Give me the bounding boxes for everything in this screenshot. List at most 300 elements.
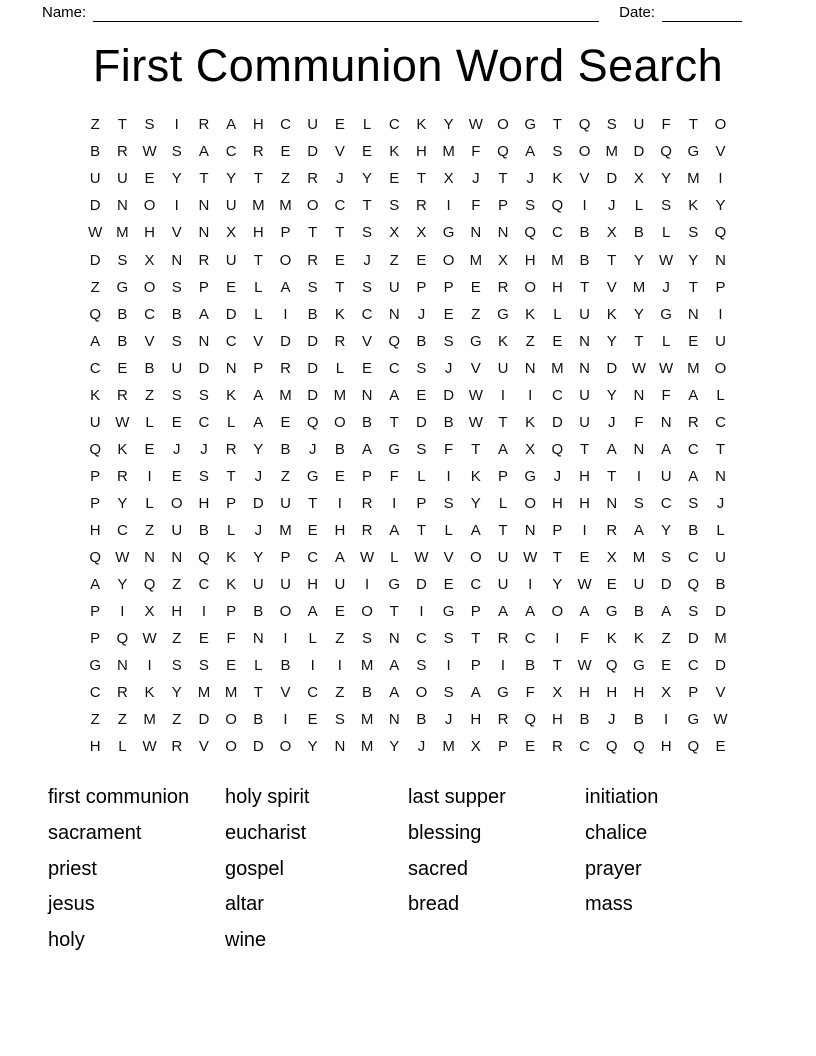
grid-letter: U [225,197,237,215]
grid-letter: J [608,711,616,729]
word-search-grid [82,111,735,760]
grid-letter: P [90,494,101,512]
grid-letter: H [416,143,427,161]
grid-letter: I [283,630,288,648]
grid-letter: U [579,305,590,323]
grid-letter: E [144,440,155,458]
grid-letter: L [254,305,263,323]
grid-row [82,571,735,598]
grid-letter: G [306,467,319,485]
grid-letter: M [279,386,292,404]
grid-letter: B [362,413,373,431]
grid-letter: L [118,738,127,756]
grid-letter: S [633,494,644,512]
grid-letter: R [116,684,128,702]
grid-letter: Q [89,549,102,567]
grid-letter: C [388,359,400,377]
grid-letter: E [171,467,182,485]
grid-letter: X [443,170,454,188]
grid-letter: L [145,494,154,512]
grid-letter: S [416,359,427,377]
grid-letter: M [469,251,483,269]
grid-letter: S [171,143,182,161]
grid-letter: N [388,305,400,323]
grid-letter: H [334,521,346,539]
grid-letter: E [443,305,454,323]
grid-letter: A [226,116,237,134]
grid-letter: B [525,657,536,675]
grid-letter: B [171,305,182,323]
grid-letter: C [687,440,699,458]
grid-letter: P [226,494,237,512]
grid-letter: E [280,413,291,431]
grid-letter: Z [389,251,399,269]
grid-letter: J [254,521,263,539]
grid-letter: I [174,197,179,215]
grid-letter: H [252,116,264,134]
grid-letter: H [198,494,210,512]
word-bank-item: blessing [408,821,482,844]
grid-letter: J [308,440,317,458]
grid-letter: E [144,170,155,188]
grid-letter: M [632,549,646,567]
grid-letter: V [579,170,590,188]
grid-letter: J [444,359,453,377]
grid-letter: I [636,467,642,485]
grid-row [82,652,735,679]
grid-letter: P [90,467,101,485]
grid-row [82,138,735,165]
grid-letter: E [198,630,209,648]
grid-row [82,517,735,544]
word-bank-item: first communion [48,786,190,809]
grid-row [82,733,735,760]
grid-letter: E [715,738,726,756]
grid-letter: Y [661,170,672,188]
grid-letter: E [117,359,128,377]
grid-letter: H [660,738,672,756]
grid-letter: S [171,386,182,404]
grid-letter: A [389,386,400,404]
grid-letter: C [361,305,373,323]
grid-letter: J [472,170,480,188]
grid-letter: R [497,630,509,648]
grid-letter: G [89,657,102,675]
grid-letter: K [606,305,617,323]
grid-letter: D [225,305,237,323]
grid-letter: T [253,170,263,188]
grid-letter: B [416,332,427,350]
grid-letter: K [688,197,699,215]
grid-letter: G [442,603,455,621]
word-bank-item: chalice [585,821,648,844]
grid-letter: P [280,549,291,567]
grid-letter: L [716,521,725,539]
grid-letter: N [497,224,509,242]
grid-letter: T [335,278,345,296]
grid-letter: W [468,413,483,431]
header-row [0,0,816,22]
grid-letter: J [553,467,562,485]
word-bank-item: jesus [48,893,95,916]
grid-letter: R [307,170,319,188]
grid-row [82,301,735,328]
grid-letter: O [415,684,428,702]
grid-letter: R [497,278,509,296]
grid-letter: Q [143,576,156,594]
page-title: First Communion Word Search [92,40,724,91]
grid-letter: H [551,278,563,296]
grid-row [82,679,735,706]
grid-letter: R [198,116,210,134]
grid-letter: R [497,711,509,729]
grid-letter: R [307,251,319,269]
grid-letter: D [416,576,427,594]
grid-letter: M [714,630,727,648]
grid-letter: O [225,738,237,756]
grid-letter: H [606,684,618,702]
grid-letter: K [226,576,237,594]
grid-letter: Z [144,521,155,539]
grid-letter: X [389,224,400,242]
grid-letter: W [659,359,674,377]
grid-letter: U [307,116,319,134]
grid-letter: N [524,521,536,539]
grid-letter: K [144,684,155,702]
grid-letter: C [116,521,128,539]
name-label: Name: [42,4,87,21]
grid-letter: E [579,549,590,567]
grid-letter: Z [172,630,182,648]
grid-letter: R [198,251,210,269]
grid-letter: U [89,413,101,431]
grid-letter: G [497,305,509,323]
grid-letter: E [334,603,345,621]
grid-letter: L [226,413,236,431]
grid-letter: Y [307,738,318,756]
grid-letter: N [660,413,672,431]
grid-letter: K [606,630,617,648]
grid-letter: X [226,224,237,242]
grid-letter: P [470,657,481,675]
grid-letter: T [362,197,372,215]
grid-letter: U [633,576,645,594]
grid-letter: F [634,413,644,431]
grid-letter: K [525,305,536,323]
word-bank-item: altar [225,893,264,916]
grid-letter: L [335,359,345,377]
grid-letter: F [471,143,481,161]
grid-letter: T [688,278,698,296]
grid-letter: X [497,251,508,269]
grid-letter: O [442,251,455,269]
grid-letter: R [252,143,264,161]
grid-letter: J [254,467,263,485]
grid-letter: O [497,116,509,134]
grid-letter: S [198,386,209,404]
grid-letter: V [280,684,291,702]
grid-letter: T [715,440,726,458]
grid-letter: C [660,494,672,512]
grid-letter: T [117,116,127,134]
grid-letter: H [633,684,645,702]
grid-letter: A [253,413,264,431]
grid-letter: W [468,116,483,134]
grid-letter: Q [605,738,618,756]
grid-letter: I [500,657,506,675]
grid-letter: B [253,603,264,621]
grid-letter: C [225,332,237,350]
grid-letter: S [198,467,209,485]
grid-letter: W [577,657,592,675]
grid-letter: D [715,657,726,675]
grid-letter: K [497,332,508,350]
grid-letter: I [201,603,207,621]
grid-letter: T [416,521,427,539]
grid-letter: M [442,143,455,161]
grid-letter: V [334,143,345,161]
grid-letter: Y [443,116,454,134]
grid-letter: B [362,684,373,702]
grid-letter: I [446,197,451,215]
grid-letter: I [364,576,370,594]
grid-letter: U [171,359,183,377]
grid-letter: I [528,386,533,404]
grid-letter: S [198,657,209,675]
grid-letter: J [417,738,426,756]
word-bank-item: holy [48,928,85,951]
grid-letter: F [444,440,454,458]
word-bank-item: initiation [585,786,659,809]
grid-letter: W [468,386,483,404]
grid-letter: H [579,684,590,702]
grid-letter: P [198,278,209,296]
grid-letter: O [524,494,537,512]
grid-letter: H [171,603,183,621]
grid-letter: D [633,143,645,161]
grid-letter: A [334,549,345,567]
grid-letter: R [361,521,373,539]
grid-letter: N [579,332,590,350]
grid-letter: P [552,521,563,539]
grid-letter: R [171,738,183,756]
grid-letter: C [416,630,427,648]
grid-letter: E [171,413,182,431]
grid-letter: I [500,386,506,404]
grid-letter: S [171,657,182,675]
grid-letter: Y [552,576,563,594]
grid-letter: U [579,413,590,431]
grid-letter: N [579,359,590,377]
grid-letter: K [334,305,345,323]
grid-row [82,111,735,138]
grid-letter: E [606,576,617,594]
grid-letter: T [552,657,562,675]
grid-letter: N [715,251,726,269]
grid-letter: G [469,332,482,350]
grid-letter: O [279,603,292,621]
word-bank-column [225,780,408,958]
grid-letter: A [389,657,400,675]
grid-letter: T [471,440,481,458]
grid-letter: B [688,521,699,539]
grid-row [82,409,735,436]
grid-letter: Y [633,305,644,323]
grid-letter: T [253,684,263,702]
grid-letter: Q [388,332,401,350]
grid-letter: U [633,116,645,134]
grid-letter: P [416,278,427,296]
grid-letter: O [578,143,591,161]
grid-letter: O [714,116,727,134]
grid-letter: W [414,549,429,567]
grid-letter: L [390,549,399,567]
grid-letter: A [525,143,536,161]
grid-letter: J [200,440,208,458]
grid-letter: A [661,440,672,458]
grid-letter: C [198,413,210,431]
word-bank-item: eucharist [225,821,307,844]
grid-letter: P [497,467,508,485]
grid-letter: M [687,359,700,377]
grid-letter: S [117,251,128,269]
grid-letter: Z [117,711,127,729]
grid-letter: C [687,657,699,675]
grid-letter: L [145,413,154,431]
word-bank-item: gospel [225,857,284,880]
grid-letter: B [144,359,155,377]
grid-letter: S [525,197,536,215]
grid-letter: L [553,305,562,323]
grid-letter: Q [578,116,591,134]
grid-letter: M [279,521,292,539]
grid-letter: R [225,440,237,458]
grid-letter: S [416,657,427,675]
grid-letter: I [555,630,560,648]
grid-letter: V [715,684,726,702]
grid-letter: I [718,305,723,323]
grid-letter: R [687,413,699,431]
grid-letter: M [224,684,238,702]
grid-letter: S [144,116,155,134]
grid-letter: I [528,576,533,594]
grid-letter: Q [687,576,700,594]
grid-letter: T [498,413,508,431]
grid-letter: W [713,711,728,729]
grid-letter: L [417,467,426,485]
grid-letter: P [688,684,699,702]
grid-letter: E [362,143,373,161]
grid-letter: Y [171,684,182,702]
grid-letter: P [715,278,726,296]
grid-letter: A [90,332,101,350]
grid-letter: K [389,143,400,161]
grid-letter: Y [661,521,672,539]
grid-letter: U [660,467,672,485]
grid-letter: Z [144,386,155,404]
grid-letter: A [470,684,481,702]
grid-letter: D [443,386,455,404]
grid-letter: Y [253,440,264,458]
grid-letter: Y [688,251,699,269]
grid-letter: U [715,332,726,350]
grid-letter: M [687,170,700,188]
grid-letter: U [334,576,346,594]
grid-letter: M [551,251,564,269]
grid-letter: K [226,549,237,567]
grid-row [82,706,735,733]
grid-letter: L [634,197,644,215]
grid-letter: S [443,494,454,512]
grid-letter: L [254,657,263,675]
grid-letter: R [416,197,427,215]
grid-letter: O [279,251,292,269]
grid-letter: S [389,197,400,215]
grid-letter: X [416,224,427,242]
grid-letter: P [226,603,237,621]
grid-letter: Y [117,494,128,512]
grid-letter: P [90,630,101,648]
grid-letter: G [388,576,401,594]
grid-letter: I [310,657,315,675]
grid-letter: T [389,413,399,431]
grid-letter: A [579,603,590,621]
grid-letter: G [524,116,537,134]
grid-letter: B [280,440,291,458]
grid-letter: T [498,521,508,539]
grid-letter: J [608,197,616,215]
grid-letter: Q [306,413,319,431]
grid-letter: Y [389,738,400,756]
grid-letter: R [361,494,373,512]
grid-letter: Q [89,305,102,323]
grid-letter: C [307,549,319,567]
word-bank-item: bread [408,893,460,916]
grid-letter: B [117,305,128,323]
grid-letter: C [307,684,319,702]
grid-letter: Z [335,684,345,702]
grid-letter: W [115,413,130,431]
grid-letter: F [661,116,671,134]
grid-letter: Q [714,224,727,242]
grid-letter: Q [551,440,564,458]
grid-letter: N [633,386,645,404]
grid-letter: M [605,143,618,161]
grid-letter: I [174,116,179,134]
grid-letter: N [198,197,210,215]
grid-letter: W [631,359,647,377]
grid-letter: K [470,467,481,485]
grid-letter: S [171,278,182,296]
grid-letter: B [90,143,101,161]
grid-letter: T [416,170,427,188]
grid-letter: J [716,494,725,512]
grid-letter: F [579,630,590,648]
grid-letter: E [525,738,536,756]
grid-letter: O [279,738,292,756]
grid-row [82,274,735,301]
grid-letter: G [497,684,509,702]
grid-letter: C [334,197,346,215]
word-bank-column [585,780,765,958]
grid-letter: C [89,359,101,377]
grid-letter: R [116,143,128,161]
grid-letter: T [552,549,562,567]
grid-letter: N [171,251,183,269]
grid-letter: J [417,305,426,323]
grid-letter: Z [280,170,291,188]
grid-letter: K [226,386,237,404]
